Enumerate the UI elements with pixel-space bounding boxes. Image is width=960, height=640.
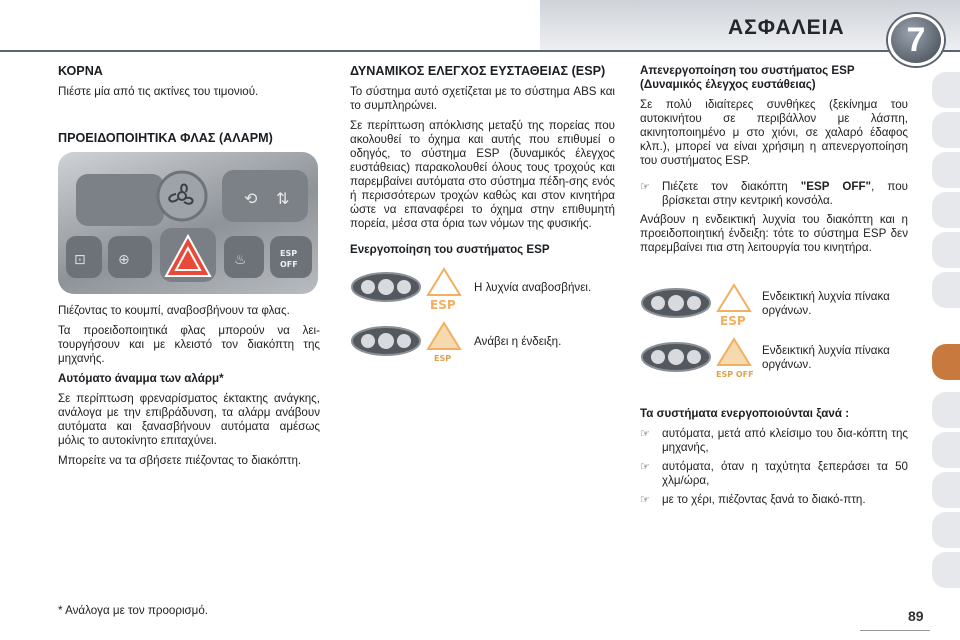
auto-hazard-heading: Αυτόματο άναμμα των αλάρμ* bbox=[58, 372, 224, 385]
svg-text:⊕: ⊕ bbox=[118, 252, 130, 268]
side-tab-8[interactable] bbox=[932, 392, 960, 428]
esp-deactivation-heading: Απενεργοποίηση του συστήματος ESP (Δυναμικός έλεγχος ευστάθειας) bbox=[640, 64, 855, 91]
side-tab-2[interactable] bbox=[932, 112, 960, 148]
hazard-heading: ΠΡΟΕΙΔΟΠΟΙΗΤΙΚΑ ΦΛΑΣ (ΑΛΑΡΜ) bbox=[58, 131, 273, 145]
side-tab-1[interactable] bbox=[932, 72, 960, 108]
side-tab-3[interactable] bbox=[932, 152, 960, 188]
column-right bbox=[640, 64, 908, 512]
esp-text-2: Σε περίπτωση απόκλισης μεταξύ της πορείας που ακολουθεί το όχημα και αυτής που επιθυμεί ο οδηγός, το σύστημα ESP (δυναμικός έλεγχος ευστάθειας) παρακολουθεί όλους τους τροχούς και παρεμβαίνει αυτόματα στο σύστημα πέδη-σης ενός ή περισσότερων τροχών καθώς και στον κινητήρα ώστε να επαναφέρει το όχημα στην επιθυμητή πορεία, μέσα στα όρια των νόμων της φυσικής. bbox=[350, 119, 615, 230]
svg-text:♨: ♨ bbox=[234, 252, 247, 268]
page-number: 89 bbox=[908, 608, 924, 624]
column-left bbox=[58, 64, 320, 474]
side-tab-9[interactable] bbox=[932, 432, 960, 468]
esp-off-indicator-icon bbox=[640, 335, 756, 381]
esp-off-result-text: Ανάβουν η ενδεικτική λυχνία του διακόπτη και η προειδοποιητική ένδειξη: τότε το σύστημα ESP δεν παρεμβαίνει πια στη λειτουργία του κινητήρα. bbox=[640, 213, 908, 254]
esp-text-1: Το σύστημα αυτό σχετίζεται με το σύστημα ABS και το συμπληρώνει. bbox=[350, 85, 615, 112]
bullet-arrow-icon: ☞ bbox=[640, 461, 650, 473]
horn-heading: ΚΟΡΝΑ bbox=[58, 64, 103, 78]
svg-text:⊡: ⊡ bbox=[74, 252, 86, 268]
footnote: * Ανάλογα με τον προορισμό. bbox=[58, 604, 209, 617]
esp-icon-row-2 bbox=[350, 319, 615, 365]
svg-text:ESP: ESP bbox=[434, 354, 452, 363]
bullet-arrow-icon: ☞ bbox=[640, 494, 650, 506]
esp-warning-icon bbox=[350, 265, 466, 311]
side-tab-5[interactable] bbox=[932, 232, 960, 268]
bullet-arrow-icon: ☞ bbox=[640, 181, 650, 193]
side-tab-12[interactable] bbox=[932, 552, 960, 588]
console-illustration bbox=[58, 152, 318, 294]
svg-text:ESP: ESP bbox=[430, 298, 456, 311]
hazard-text-1: Πιέζοντας το κουμπί, αναβοσβήνουν τα φλας. bbox=[58, 304, 290, 317]
esp-off-icon-row-1 bbox=[640, 281, 908, 327]
esp-off-icon-row-2 bbox=[640, 335, 908, 381]
svg-text:⟲: ⟲ bbox=[244, 189, 258, 208]
hazard-text-2: Τα προειδοποιητικά φλας μπορούν να λει-τουργήσουν και με κλειστό τον διακόπτη της μηχανής. bbox=[58, 324, 320, 365]
side-tab-active[interactable] bbox=[932, 344, 960, 380]
svg-text:ESP: ESP bbox=[720, 314, 746, 327]
esp-off-icon-label-1: Ενδεικτική λυχνία πίνακα οργάνων. bbox=[762, 290, 890, 317]
svg-text:ESP: ESP bbox=[280, 249, 298, 258]
esp-heading: ΔΥΝΑΜΙΚΟΣ ΕΛΕΓΧΟΣ ΕΥΣΤΑΘΕΙΑΣ (ESP) bbox=[350, 64, 606, 78]
esp-icon-label-2: Ανάβει η ένδειξη. bbox=[474, 335, 562, 348]
reactivation-bullet-3: ☞ με το χέρι, πιέζοντας ξανά το διακό-πτη. bbox=[640, 493, 866, 506]
reactivation-bullet-1: ☞ αυτόματα, μετά από κλείσιμο του δια-κόπτη της μηχανής, bbox=[640, 427, 908, 454]
esp-icon-row-1 bbox=[350, 265, 615, 311]
svg-text:ESP OFF: ESP OFF bbox=[716, 370, 754, 379]
svg-text:⇅: ⇅ bbox=[276, 189, 290, 208]
esp-activation-heading: Ενεργοποίηση του συστήματος ESP bbox=[350, 243, 550, 256]
reactivation-heading: Τα συστήματα ενεργοποιούνται ξανά : bbox=[640, 407, 850, 420]
side-tab-4[interactable] bbox=[932, 192, 960, 228]
auto-hazard-text-1: Σε περίπτωση φρεναρίσματος έκτακτης ανάγκης, ανάλογα με την επιβράδυνση, τα αλάρμ ανάβουν αυτόματα και ξανασβήνουν αυτόματα αμέσως μόλις το αυτοκίνητο επιταχύνει. bbox=[58, 392, 320, 447]
svg-text:OFF: OFF bbox=[280, 260, 298, 269]
horn-text: Πιέστε μία από τις ακτίνες του τιμονιού. bbox=[58, 85, 259, 98]
esp-off-icon-label-2: Ενδεικτική λυχνία πίνακα οργάνων. bbox=[762, 344, 890, 371]
side-tab-10[interactable] bbox=[932, 472, 960, 508]
bullet-arrow-icon: ☞ bbox=[640, 428, 650, 440]
fan-knob bbox=[158, 172, 206, 220]
page-title: ΑΣΦΑΛΕΙΑ bbox=[728, 16, 845, 39]
esp-warning-icon bbox=[640, 281, 756, 327]
page-number-rule bbox=[860, 630, 930, 631]
side-tab-6[interactable] bbox=[932, 272, 960, 308]
header-divider bbox=[0, 50, 960, 52]
chapter-badge: 7 bbox=[888, 14, 944, 66]
esp-indicator-icon bbox=[350, 319, 466, 365]
column-middle bbox=[350, 64, 615, 373]
side-tab-11[interactable] bbox=[932, 512, 960, 548]
esp-off-bullet: ☞ Πιέζετε τον διακόπτη "ESP OFF", που βρίσκεται στην κεντρική κονσόλα. bbox=[640, 180, 908, 207]
hazard-switch-photo bbox=[58, 152, 318, 294]
esp-icon-label-1: Η λυχνία αναβοσβήνει. bbox=[474, 281, 592, 294]
auto-hazard-text-2: Μπορείτε να τα σβήσετε πιέζοντας το διακόπτη. bbox=[58, 454, 302, 467]
reactivation-bullet-2: ☞ αυτόματα, όταν η ταχύτητα ξεπεράσει τα 50 χλμ/ώρα, bbox=[640, 460, 908, 487]
esp-deactivation-text: Σε πολύ ιδιαίτερες συνθήκες (ξεκίνημα του αυτοκινήτου σε περιβάλλον με λάσπη, ακινητοποιημένο μ στο χιόνι, σε χαλαρό έδαφος κλπ.), μπορεί να είναι χρήσιμη η απενεργοποίηση του συστήματος ESP. bbox=[640, 98, 908, 167]
